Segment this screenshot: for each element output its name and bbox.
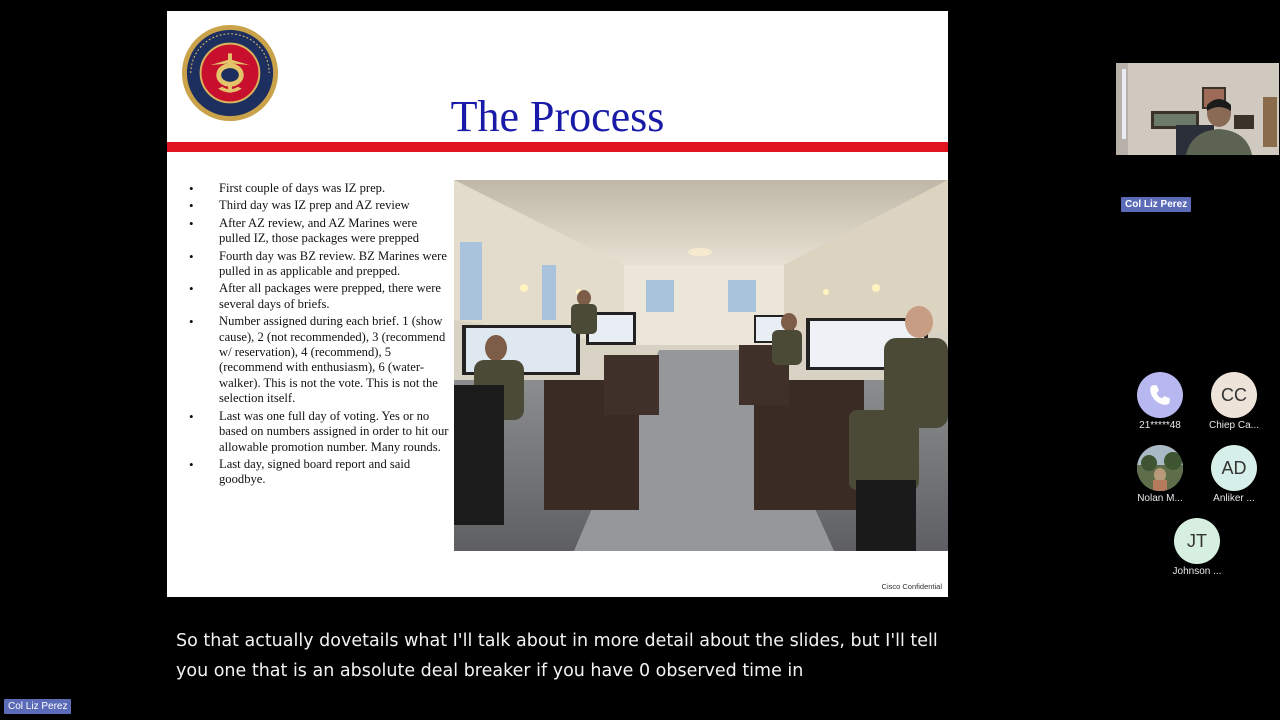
active-speaker-video[interactable] <box>1116 63 1279 155</box>
participant-avatar: CC <box>1211 372 1257 418</box>
board-room-photo <box>454 180 948 551</box>
participant-name: Anliker ... <box>1213 493 1255 504</box>
bullet-item: • First couple of days was IZ prep. <box>189 181 451 196</box>
slide-title-text: The Process <box>450 92 665 141</box>
bullet-item: • Last was one full day of voting. Yes or no based on numbers assigned in order to hit our allowable promotion number. Many rounds. <box>189 409 451 455</box>
participant-avatar: JT <box>1174 518 1220 564</box>
participant-tile[interactable] <box>1123 445 1197 504</box>
participant-tile[interactable] <box>1160 518 1234 577</box>
phone-icon <box>1147 382 1173 408</box>
screen-sharer-badge: Col Liz Perez <box>4 699 71 714</box>
caption-line: So that actually dovetails what I'll talk about in more detail about the slides, but I'll tell <box>176 631 938 651</box>
bullet-item: • After all packages were prepped, there were several days of briefs. <box>189 281 451 312</box>
participant-avatar-photo <box>1137 445 1183 491</box>
active-speaker-name-badge: Col Liz Perez <box>1121 197 1191 212</box>
slide-title <box>167 91 948 142</box>
participant-tile[interactable] <box>1123 372 1197 431</box>
bullet-list <box>189 181 451 490</box>
speaker-video-frame <box>1116 63 1279 155</box>
bullet-item: • Fourth day was BZ review. BZ Marines were pulled in as applicable and prepped. <box>189 249 451 280</box>
participant-name: Chiep Ca... <box>1208 420 1260 431</box>
shared-slide <box>167 11 948 597</box>
participant-avatar: AD <box>1211 445 1257 491</box>
participant-name: 21*****48 <box>1139 420 1181 431</box>
bullet-item: • Third day was IZ prep and AZ review <box>189 198 451 213</box>
participant-name: Nolan M... <box>1137 493 1183 504</box>
bullet-item: • After AZ review, and AZ Marines were pulled IZ, those packages were prepped <box>189 216 451 247</box>
participant-tile[interactable] <box>1197 372 1271 431</box>
caption-line: you one that is an absolute deal breaker if you have 0 observed time in <box>176 661 804 681</box>
participant-name: Johnson ... <box>1172 566 1222 577</box>
live-captions <box>176 626 976 686</box>
confidential-label: Cisco Confidential <box>881 582 942 591</box>
participant-photo <box>1137 445 1183 491</box>
red-divider <box>167 142 948 152</box>
participant-tile[interactable] <box>1197 445 1271 504</box>
bullet-item: • Last day, signed board report and said goodbye. <box>189 457 451 488</box>
participant-avatar <box>1137 372 1183 418</box>
bullet-item: • Number assigned during each brief. 1 (show cause), 2 (not recommended), 3 (recommend w/ reservation), 4 (recommend), 5 (recommend with enthusiasm), 6 (water-walker). This is not the vote. This is not the selection itself. <box>189 314 451 406</box>
